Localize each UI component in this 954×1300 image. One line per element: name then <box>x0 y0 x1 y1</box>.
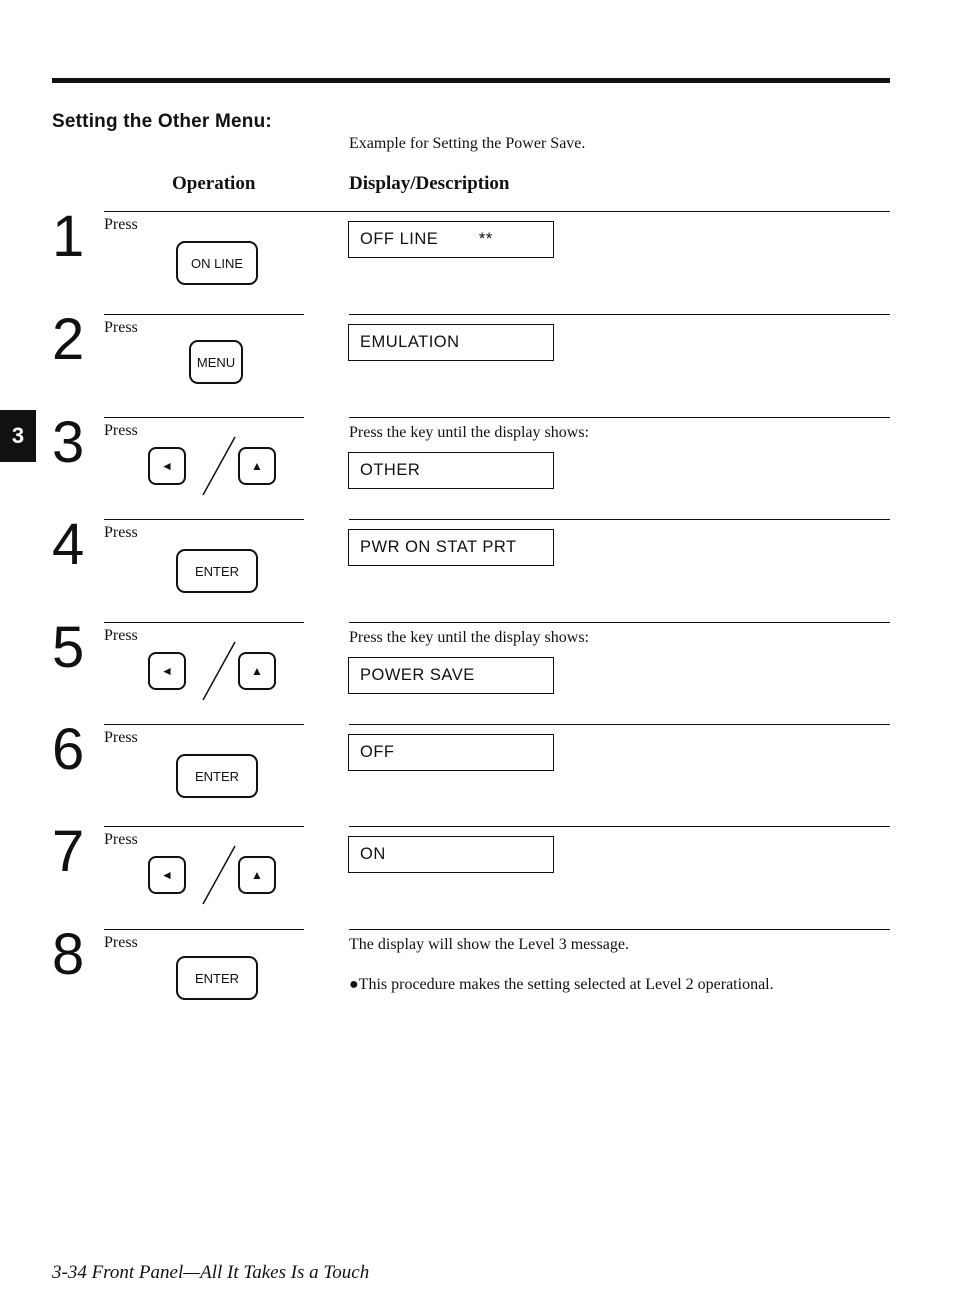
step-number: 3 <box>52 410 85 475</box>
step-divider <box>104 929 304 930</box>
step-divider <box>104 724 304 725</box>
step-7 <box>0 819 954 928</box>
enter-key: ENTER <box>176 549 258 593</box>
top-rule <box>52 78 890 83</box>
up-arrow-icon: ▲ <box>251 458 263 473</box>
online-key: ON LINE <box>176 241 258 285</box>
up-arrow-key <box>238 447 276 485</box>
step-number: 4 <box>52 512 85 577</box>
page-footer: 3-34 Front Panel—All It Takes Is a Touch <box>52 1262 370 1283</box>
step-4 <box>0 512 954 621</box>
display-instruction: Press the key until the display shows: <box>349 424 589 441</box>
operation-column-heading: Operation <box>172 173 256 194</box>
up-arrow-key <box>238 652 276 690</box>
step-1 <box>0 204 954 313</box>
operational-note: ●This procedure makes the setting selected at Level 2 operational. <box>349 976 774 993</box>
press-label: Press <box>104 216 138 233</box>
press-label: Press <box>104 729 138 746</box>
lcd-display: OFF LINE ** <box>348 221 554 258</box>
step-divider <box>349 417 890 418</box>
lcd-display: PWR ON STAT PRT <box>348 529 554 566</box>
left-arrow-key <box>148 447 186 485</box>
step-divider <box>104 826 304 827</box>
or-slash-icon <box>201 435 237 497</box>
step-6 <box>0 717 954 826</box>
step-divider <box>349 826 890 827</box>
step-5 <box>0 615 954 724</box>
display-instruction: Press the key until the display shows: <box>349 629 589 646</box>
press-label: Press <box>104 319 138 336</box>
enter-key: ENTER <box>176 956 258 1000</box>
press-label: Press <box>104 422 138 439</box>
left-arrow-icon: ◄ <box>161 867 173 882</box>
step-divider <box>349 314 890 315</box>
or-slash-icon <box>201 844 237 906</box>
display-column-heading: Display/Description <box>349 173 510 194</box>
or-slash-icon <box>201 640 237 702</box>
left-arrow-icon: ◄ <box>161 663 173 678</box>
up-arrow-key <box>238 856 276 894</box>
left-arrow-key <box>148 652 186 690</box>
display-message: The display will show the Level 3 message. <box>349 936 629 953</box>
press-label: Press <box>104 627 138 644</box>
step-divider <box>349 724 890 725</box>
step-divider <box>104 211 344 212</box>
press-label: Press <box>104 831 138 848</box>
step-number: 1 <box>52 204 85 269</box>
step-divider <box>104 622 304 623</box>
step-2 <box>0 307 954 416</box>
step-number: 8 <box>52 922 85 987</box>
step-divider <box>104 519 304 520</box>
press-label: Press <box>104 934 138 951</box>
menu-key: MENU <box>189 340 243 384</box>
up-arrow-icon: ▲ <box>251 663 263 678</box>
left-arrow-key <box>148 856 186 894</box>
step-divider <box>349 519 890 520</box>
step-divider <box>344 211 890 212</box>
step-number: 7 <box>52 819 85 884</box>
step-8 <box>0 922 954 1031</box>
up-arrow-icon: ▲ <box>251 867 263 882</box>
example-caption: Example for Setting the Power Save. <box>349 135 586 152</box>
step-number: 6 <box>52 717 85 782</box>
enter-key: ENTER <box>176 754 258 798</box>
lcd-display: ON <box>348 836 554 873</box>
lcd-display: POWER SAVE <box>348 657 554 694</box>
lcd-display: OTHER <box>348 452 554 489</box>
section-title: Setting the Other Menu: <box>52 111 272 132</box>
left-arrow-icon: ◄ <box>161 458 173 473</box>
step-divider <box>104 417 304 418</box>
press-label: Press <box>104 524 138 541</box>
step-divider <box>104 314 304 315</box>
step-number: 2 <box>52 307 85 372</box>
step-divider <box>349 929 890 930</box>
lcd-display: EMULATION <box>348 324 554 361</box>
step-3 <box>0 410 954 519</box>
lcd-display: OFF <box>348 734 554 771</box>
step-number: 5 <box>52 615 85 680</box>
step-divider <box>349 622 890 623</box>
chapter-tab-number: 3 <box>11 423 25 448</box>
